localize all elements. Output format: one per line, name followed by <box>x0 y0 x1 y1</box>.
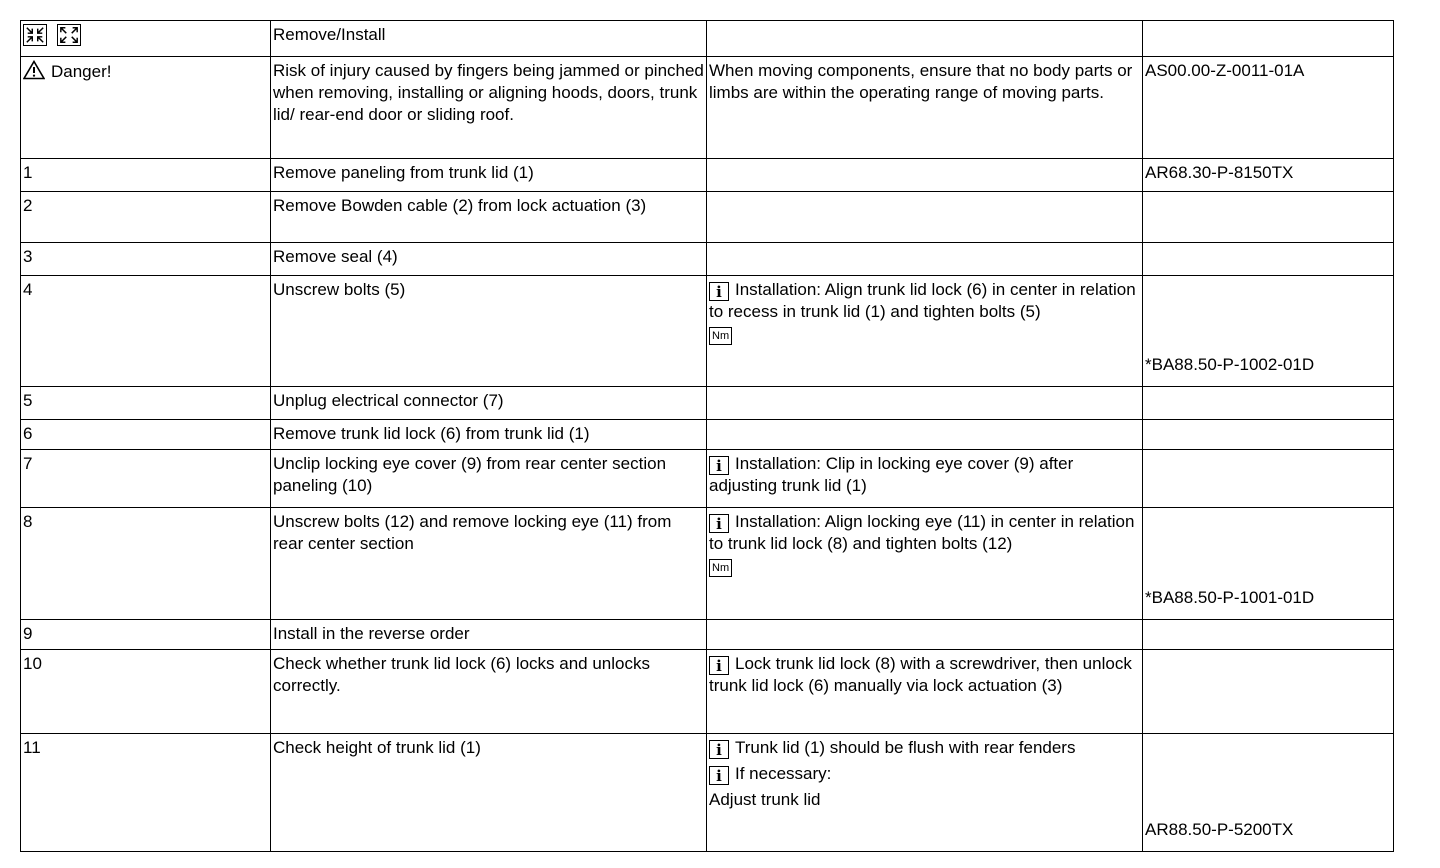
step-note <box>707 243 1143 276</box>
step-ref <box>1143 192 1394 243</box>
table-row <box>21 276 1394 387</box>
table-row <box>21 192 1394 243</box>
ref-text: *BA88.50-P-1002-01D <box>1145 355 1315 374</box>
step-text: Unscrew bolts (5) <box>271 276 707 387</box>
table-row <box>21 620 1394 650</box>
step-number: 2 <box>21 192 271 243</box>
torque-nm-icon: Nm <box>709 327 732 345</box>
step-note <box>707 734 1143 852</box>
step-number: 6 <box>21 420 271 450</box>
step-number: 8 <box>21 508 271 620</box>
step-text: Check height of trunk lid (1) <box>271 734 707 852</box>
step-note <box>707 159 1143 192</box>
header-operation: Remove/Install <box>271 21 707 57</box>
remove-icon <box>23 24 47 46</box>
note-text: Installation: Align locking eye (11) in center in relation to trunk lid lock (8) and tighten bolts (12) <box>709 512 1135 553</box>
step-note <box>707 192 1143 243</box>
torque-nm-icon: Nm <box>709 559 732 577</box>
table-row <box>21 734 1394 852</box>
table-row <box>21 650 1394 734</box>
info-icon: i <box>709 740 729 759</box>
step-number: 1 <box>21 159 271 192</box>
danger-label: Danger! <box>51 62 112 81</box>
step-number: 9 <box>21 620 271 650</box>
danger-row <box>21 57 1394 159</box>
note-text-3: Adjust trunk lid <box>709 790 821 809</box>
table-row <box>21 387 1394 420</box>
step-text: Remove trunk lid lock (6) from trunk lid (1) <box>271 420 707 450</box>
note-text: Lock trunk lid lock (8) with a screwdriver, then unlock trunk lid lock (6) manually via lock actuation (3) <box>709 654 1132 695</box>
note-text: Installation: Align trunk lid lock (6) in center in relation to recess in trunk lid (1) and tighten bolts (5) <box>709 280 1136 321</box>
step-ref <box>1143 450 1394 508</box>
step-note <box>707 420 1143 450</box>
step-note <box>707 650 1143 734</box>
step-note <box>707 450 1143 508</box>
step-ref <box>1143 620 1394 650</box>
step-ref <box>1143 508 1394 620</box>
table-row <box>21 159 1394 192</box>
danger-ref: AS00.00-Z-0011-01A <box>1143 57 1394 159</box>
step-note <box>707 276 1143 387</box>
step-number: 11 <box>21 734 271 852</box>
step-text: Remove Bowden cable (2) from lock actuation (3) <box>271 192 707 243</box>
step-ref <box>1143 276 1394 387</box>
step-text: Remove paneling from trunk lid (1) <box>271 159 707 192</box>
step-ref <box>1143 243 1394 276</box>
step-number: 5 <box>21 387 271 420</box>
info-icon: i <box>709 282 729 301</box>
step-text: Check whether trunk lid lock (6) locks and unlocks correctly. <box>271 650 707 734</box>
table-row <box>21 508 1394 620</box>
info-icon: i <box>709 456 729 475</box>
table-row <box>21 243 1394 276</box>
step-text: Unplug electrical connector (7) <box>271 387 707 420</box>
step-text: Unclip locking eye cover (9) from rear center section paneling (10) <box>271 450 707 508</box>
step-number: 4 <box>21 276 271 387</box>
step-note <box>707 620 1143 650</box>
table-row <box>21 450 1394 508</box>
step-ref <box>1143 420 1394 450</box>
danger-label-cell <box>21 57 271 159</box>
info-icon: i <box>709 766 729 785</box>
step-text: Remove seal (4) <box>271 243 707 276</box>
step-note <box>707 508 1143 620</box>
step-text: Unscrew bolts (12) and remove locking eye (11) from rear center section <box>271 508 707 620</box>
procedure-table <box>20 20 1394 852</box>
header-empty-3 <box>707 21 1143 57</box>
step-ref <box>1143 650 1394 734</box>
warning-triangle-icon <box>23 60 45 80</box>
header-row <box>21 21 1394 57</box>
header-empty-4 <box>1143 21 1394 57</box>
ref-text: *BA88.50-P-1001-01D <box>1145 588 1315 607</box>
step-text: Install in the reverse order <box>271 620 707 650</box>
step-number: 7 <box>21 450 271 508</box>
step-number: 10 <box>21 650 271 734</box>
info-icon: i <box>709 656 729 675</box>
note-text: Installation: Clip in locking eye cover (9) after adjusting trunk lid (1) <box>709 454 1074 495</box>
note-text-2: If necessary: <box>735 764 832 783</box>
table-row <box>21 420 1394 450</box>
step-ref <box>1143 387 1394 420</box>
info-icon: i <box>709 514 729 533</box>
step-note <box>707 387 1143 420</box>
header-icons-cell <box>21 21 271 57</box>
danger-risk: Risk of injury caused by fingers being jammed or pinched when removing, installing or aligning hoods, doors, trunk lid/ rear-end door or sliding roof. <box>271 57 707 159</box>
step-ref <box>1143 734 1394 852</box>
note-text: Trunk lid (1) should be flush with rear fenders <box>735 738 1076 757</box>
danger-measure: When moving components, ensure that no body parts or limbs are within the operating range of moving parts. <box>707 57 1143 159</box>
install-icon <box>57 24 81 46</box>
step-number: 3 <box>21 243 271 276</box>
step-ref: AR68.30-P-8150TX <box>1143 159 1394 192</box>
ref-text: AR88.50-P-5200TX <box>1145 820 1294 839</box>
